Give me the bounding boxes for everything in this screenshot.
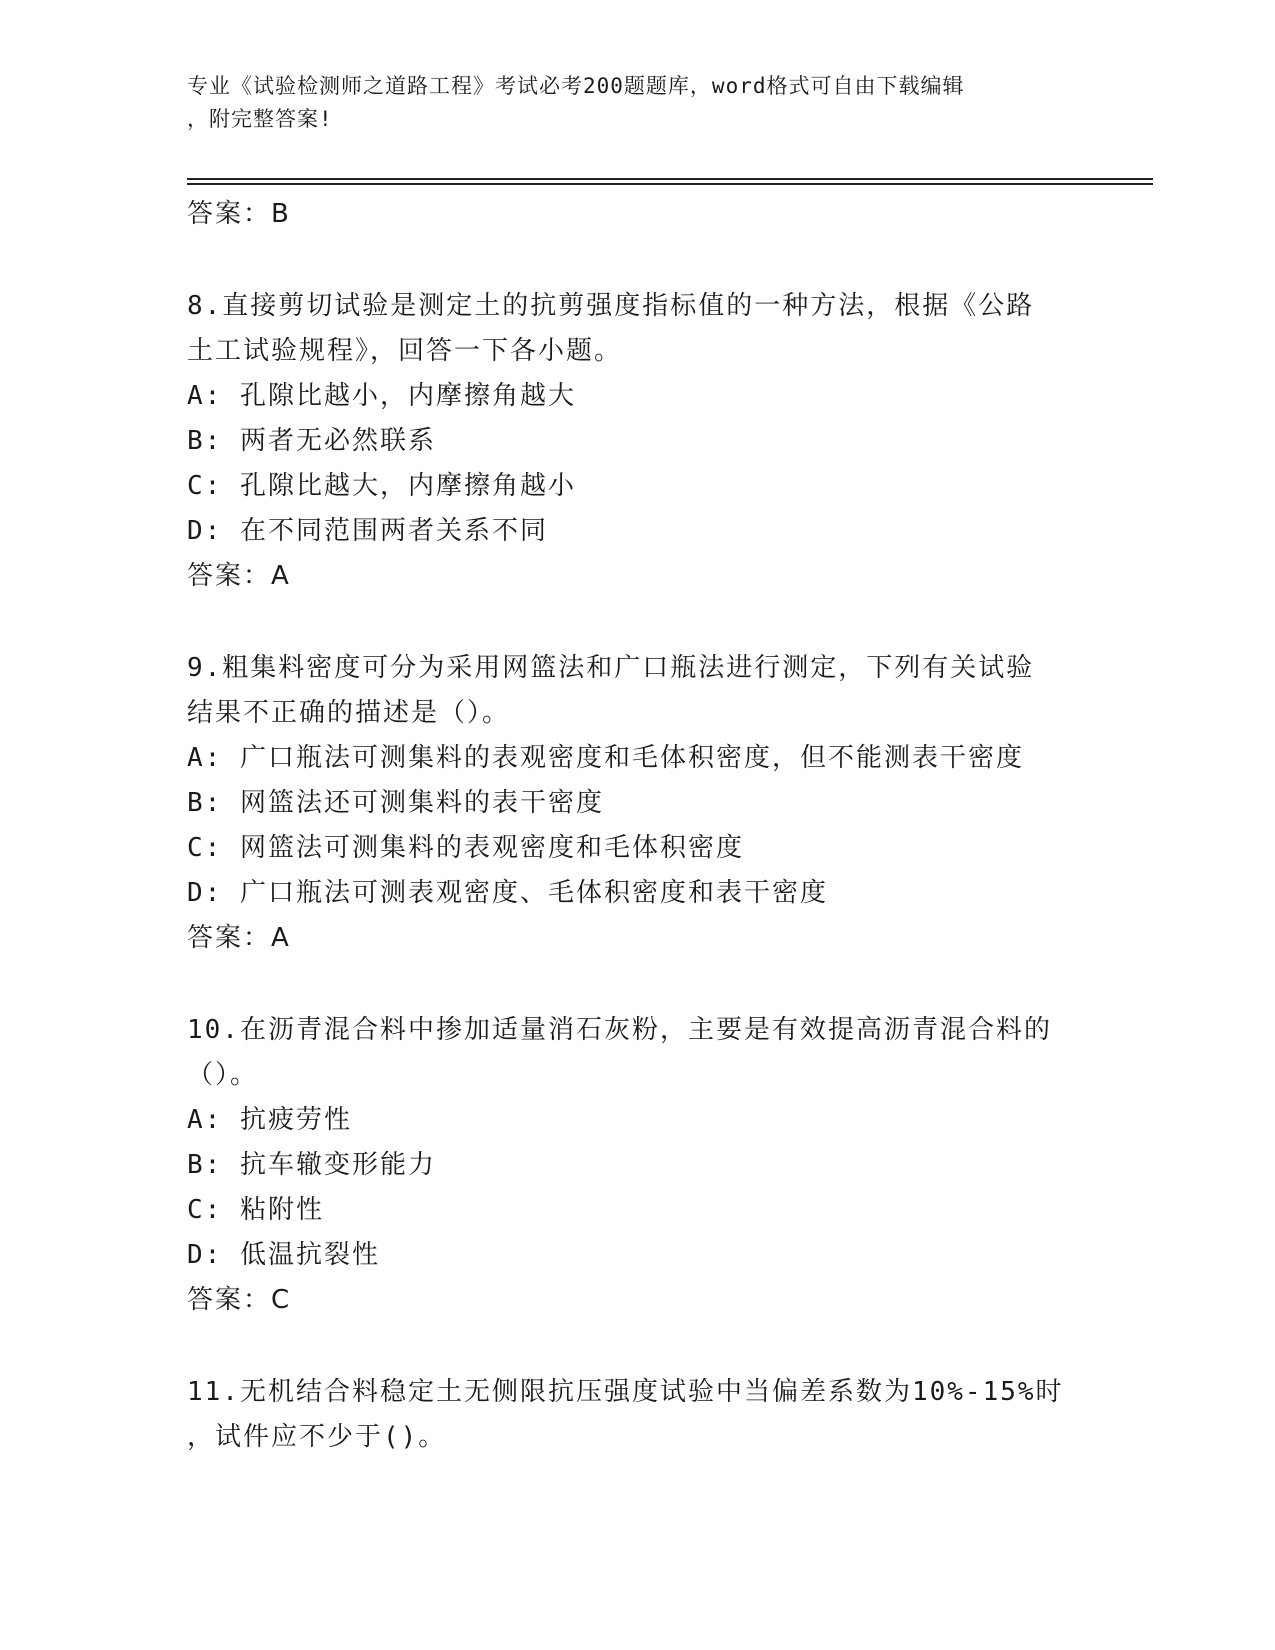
question-content: [187, 192, 1087, 1460]
question-text-line: 9.粗集料密度可分为采用网篮法和广口瓶法进行测定，下列有关试验: [187, 653, 1035, 683]
document-header: [187, 70, 1087, 136]
option-d: D: 低温抗裂性: [187, 1240, 380, 1270]
header-divider-bottom: [187, 183, 1153, 185]
spacer: [187, 237, 1087, 284]
spacer: [187, 961, 1087, 1008]
option-b: B: 网篮法还可测集料的表干密度: [187, 788, 604, 818]
previous-answer: 答案：B: [187, 199, 291, 229]
option-a: A: 广口瓶法可测集料的表观密度和毛体积密度，但不能测表干密度: [187, 743, 1024, 773]
spacer: [187, 1323, 1087, 1370]
option-c: C: 孔隙比越大，内摩擦角越小: [187, 471, 576, 501]
question-text-line: 8.直接剪切试验是测定土的抗剪强度指标值的一种方法，根据《公路: [187, 291, 1035, 321]
header-line-1: 专业《试验检测师之道路工程》考试必考200题题库，word格式可自由下载编辑: [187, 74, 965, 98]
question-text-line: ，试件应不少于()。: [187, 1422, 447, 1452]
question-text-line: 11.无机结合料稳定土无侧限抗压强度试验中当偏差系数为10%-15%时: [187, 1377, 1064, 1407]
question-block: [187, 646, 1087, 961]
option-c: C: 粘附性: [187, 1195, 324, 1225]
question-text-line: 10.在沥青混合料中掺加适量消石灰粉，主要是有效提高沥青混合料的: [187, 1015, 1052, 1045]
option-d: D: 在不同范围两者关系不同: [187, 516, 548, 546]
header-divider-top: [187, 178, 1153, 180]
question-block: [187, 1370, 1087, 1460]
option-d: D: 广口瓶法可测表观密度、毛体积密度和表干密度: [187, 878, 828, 908]
spacer: [187, 599, 1087, 646]
option-b: B: 两者无必然联系: [187, 426, 436, 456]
question-block: [187, 1008, 1087, 1323]
question-block: [187, 284, 1087, 599]
option-a: A: 抗疲劳性: [187, 1105, 352, 1135]
option-b: B: 抗车辙变形能力: [187, 1150, 436, 1180]
answer-line: 答案：C: [187, 1285, 292, 1315]
question-text-line: 结果不正确的描述是（）。: [187, 698, 511, 728]
option-a: A: 孔隙比越小，内摩擦角越大: [187, 381, 576, 411]
question-text-line: 土工试验规程》，回答一下各小题。: [187, 336, 623, 366]
option-c: C: 网篮法可测集料的表观密度和毛体积密度: [187, 833, 744, 863]
header-line-2: ，附完整答案!: [187, 107, 333, 131]
answer-line: 答案：A: [187, 923, 291, 953]
answer-line: 答案：A: [187, 561, 291, 591]
question-text-line: （）。: [187, 1060, 259, 1090]
